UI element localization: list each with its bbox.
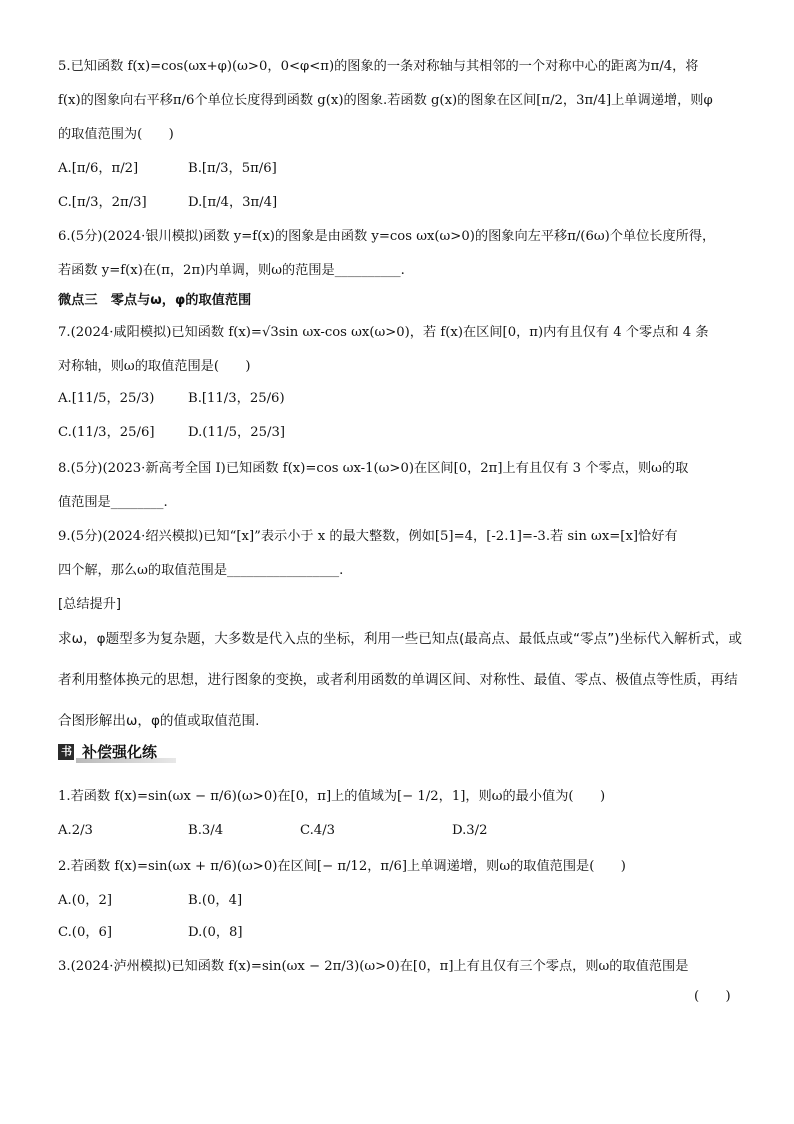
r2-option-c: C.(0，6] xyxy=(58,925,113,940)
q6-line-2: 若函数 y=f(x)在(π，2π)内单调，则ω的范围是__________. xyxy=(58,263,405,278)
q7-option-c: C.(11/3，25/6] xyxy=(58,425,155,440)
r3-line-1: 3.(2024·泸州模拟)已知函数 f(x)=sin(ωx − 2π/3)(ω>0)在[0，π]上有且仅有三个零点，则ω的取值范围是 xyxy=(58,959,689,974)
q8-line-2: 值范围是________. xyxy=(58,495,168,510)
q5-line-2: f(x)的图象向右平移π/6个单位长度得到函数 g(x)的图象.若函数 g(x)的图象在区间[π/2，3π/4]上单调递增，则φ xyxy=(58,93,713,108)
book-icon xyxy=(58,744,74,760)
q7-option-d: D.(11/5，25/3] xyxy=(188,425,285,440)
q5-line-1: 5.已知函数 f(x)=cos(ωx+φ)(ω>0，0<φ<π)的图象的一条对称轴与其相邻的一个对称中心的距离为π/4，将 xyxy=(58,59,699,74)
r1-option-b: B.3/4 xyxy=(188,823,224,838)
r2-option-b: B.(0，4] xyxy=(188,893,243,908)
q5-option-d: D.[π/4，3π/4] xyxy=(188,195,278,210)
q7-option-b: B.[11/3，25/6) xyxy=(188,391,285,406)
r1-option-d: D.3/2 xyxy=(452,823,488,838)
r2-line-1: 2.若函数 f(x)=sin(ωx + π/6)(ω>0)在区间[− π/12，π/6]上单调递增，则ω的取值范围是( ) xyxy=(58,859,626,874)
r2-option-a: A.(0，2] xyxy=(58,893,112,908)
q5-line-3: 的取值范围为( ) xyxy=(58,127,174,142)
q6-line-1: 6.(5分)(2024·银川模拟)函数 y=f(x)的图象是由函数 y=cos ωx(ω>0)的图象向左平移π/(6ω)个单位长度所得， xyxy=(58,229,716,244)
r2-option-d: D.(0，8] xyxy=(188,925,243,940)
q8-line-1: 8.(5分)(2023·新高考全国 Ⅰ)已知函数 f(x)=cos ωx-1(ω>0)在区间[0，2π]上有且仅有 3 个零点，则ω的取 xyxy=(58,461,689,476)
q7-line-2: 对称轴，则ω的取值范围是( ) xyxy=(58,359,251,374)
section-heading xyxy=(58,742,176,762)
summary-tag: [总结提升] xyxy=(58,597,122,612)
q7-line-1: 7.(2024·咸阳模拟)已知函数 f(x)=√3sin ωx-cos ωx(ω>0)，若 f(x)在区间[0，π)内有且仅有 4 个零点和 4 条 xyxy=(58,325,709,340)
q9-line-2: 四个解，那么ω的取值范围是_________________. xyxy=(58,563,344,578)
r1-option-c: C.4/3 xyxy=(300,823,336,838)
q9-line-1: 9.(5分)(2024·绍兴模拟)已知“[x]”表示小于 x 的最大整数，例如[5]=4，[-2.1]=-3.若 sin ωx=[x]恰好有 xyxy=(58,529,678,544)
q5-option-b: B.[π/3，5π/6] xyxy=(188,161,277,176)
q5-option-c: C.[π/3，2π/3] xyxy=(58,195,147,210)
q5-option-a: A.[π/6，π/2] xyxy=(58,161,139,176)
r1-option-a: A.2/3 xyxy=(58,823,93,838)
r3-answer-bracket: ( ) xyxy=(694,989,731,1004)
summary-paragraph: 求ω，φ题型多为复杂题，大多数是代入点的坐标，利用一些已知点(最高点、最低点或“零点”)坐标代入解析式，或者利用整体换元的思想，进行图象的变换，或者利用函数的单调区间、对称性、最值、零点、极值点等性质，再结合图形解出ω，φ的值或取值范围. xyxy=(58,631,742,729)
subtitle-zero-points: 微点三 零点与ω，φ的取值范围 xyxy=(58,293,252,308)
book-icon-glyph: 书 xyxy=(61,745,72,758)
section-title: 补偿强化练 xyxy=(82,743,158,761)
q7-option-a: A.[11/5，25/3) xyxy=(58,391,155,406)
r1-line-1: 1.若函数 f(x)=sin(ωx − π/6)(ω>0)在[0，π]上的值域为[− 1/2，1]，则ω的最小值为( ) xyxy=(58,789,606,804)
